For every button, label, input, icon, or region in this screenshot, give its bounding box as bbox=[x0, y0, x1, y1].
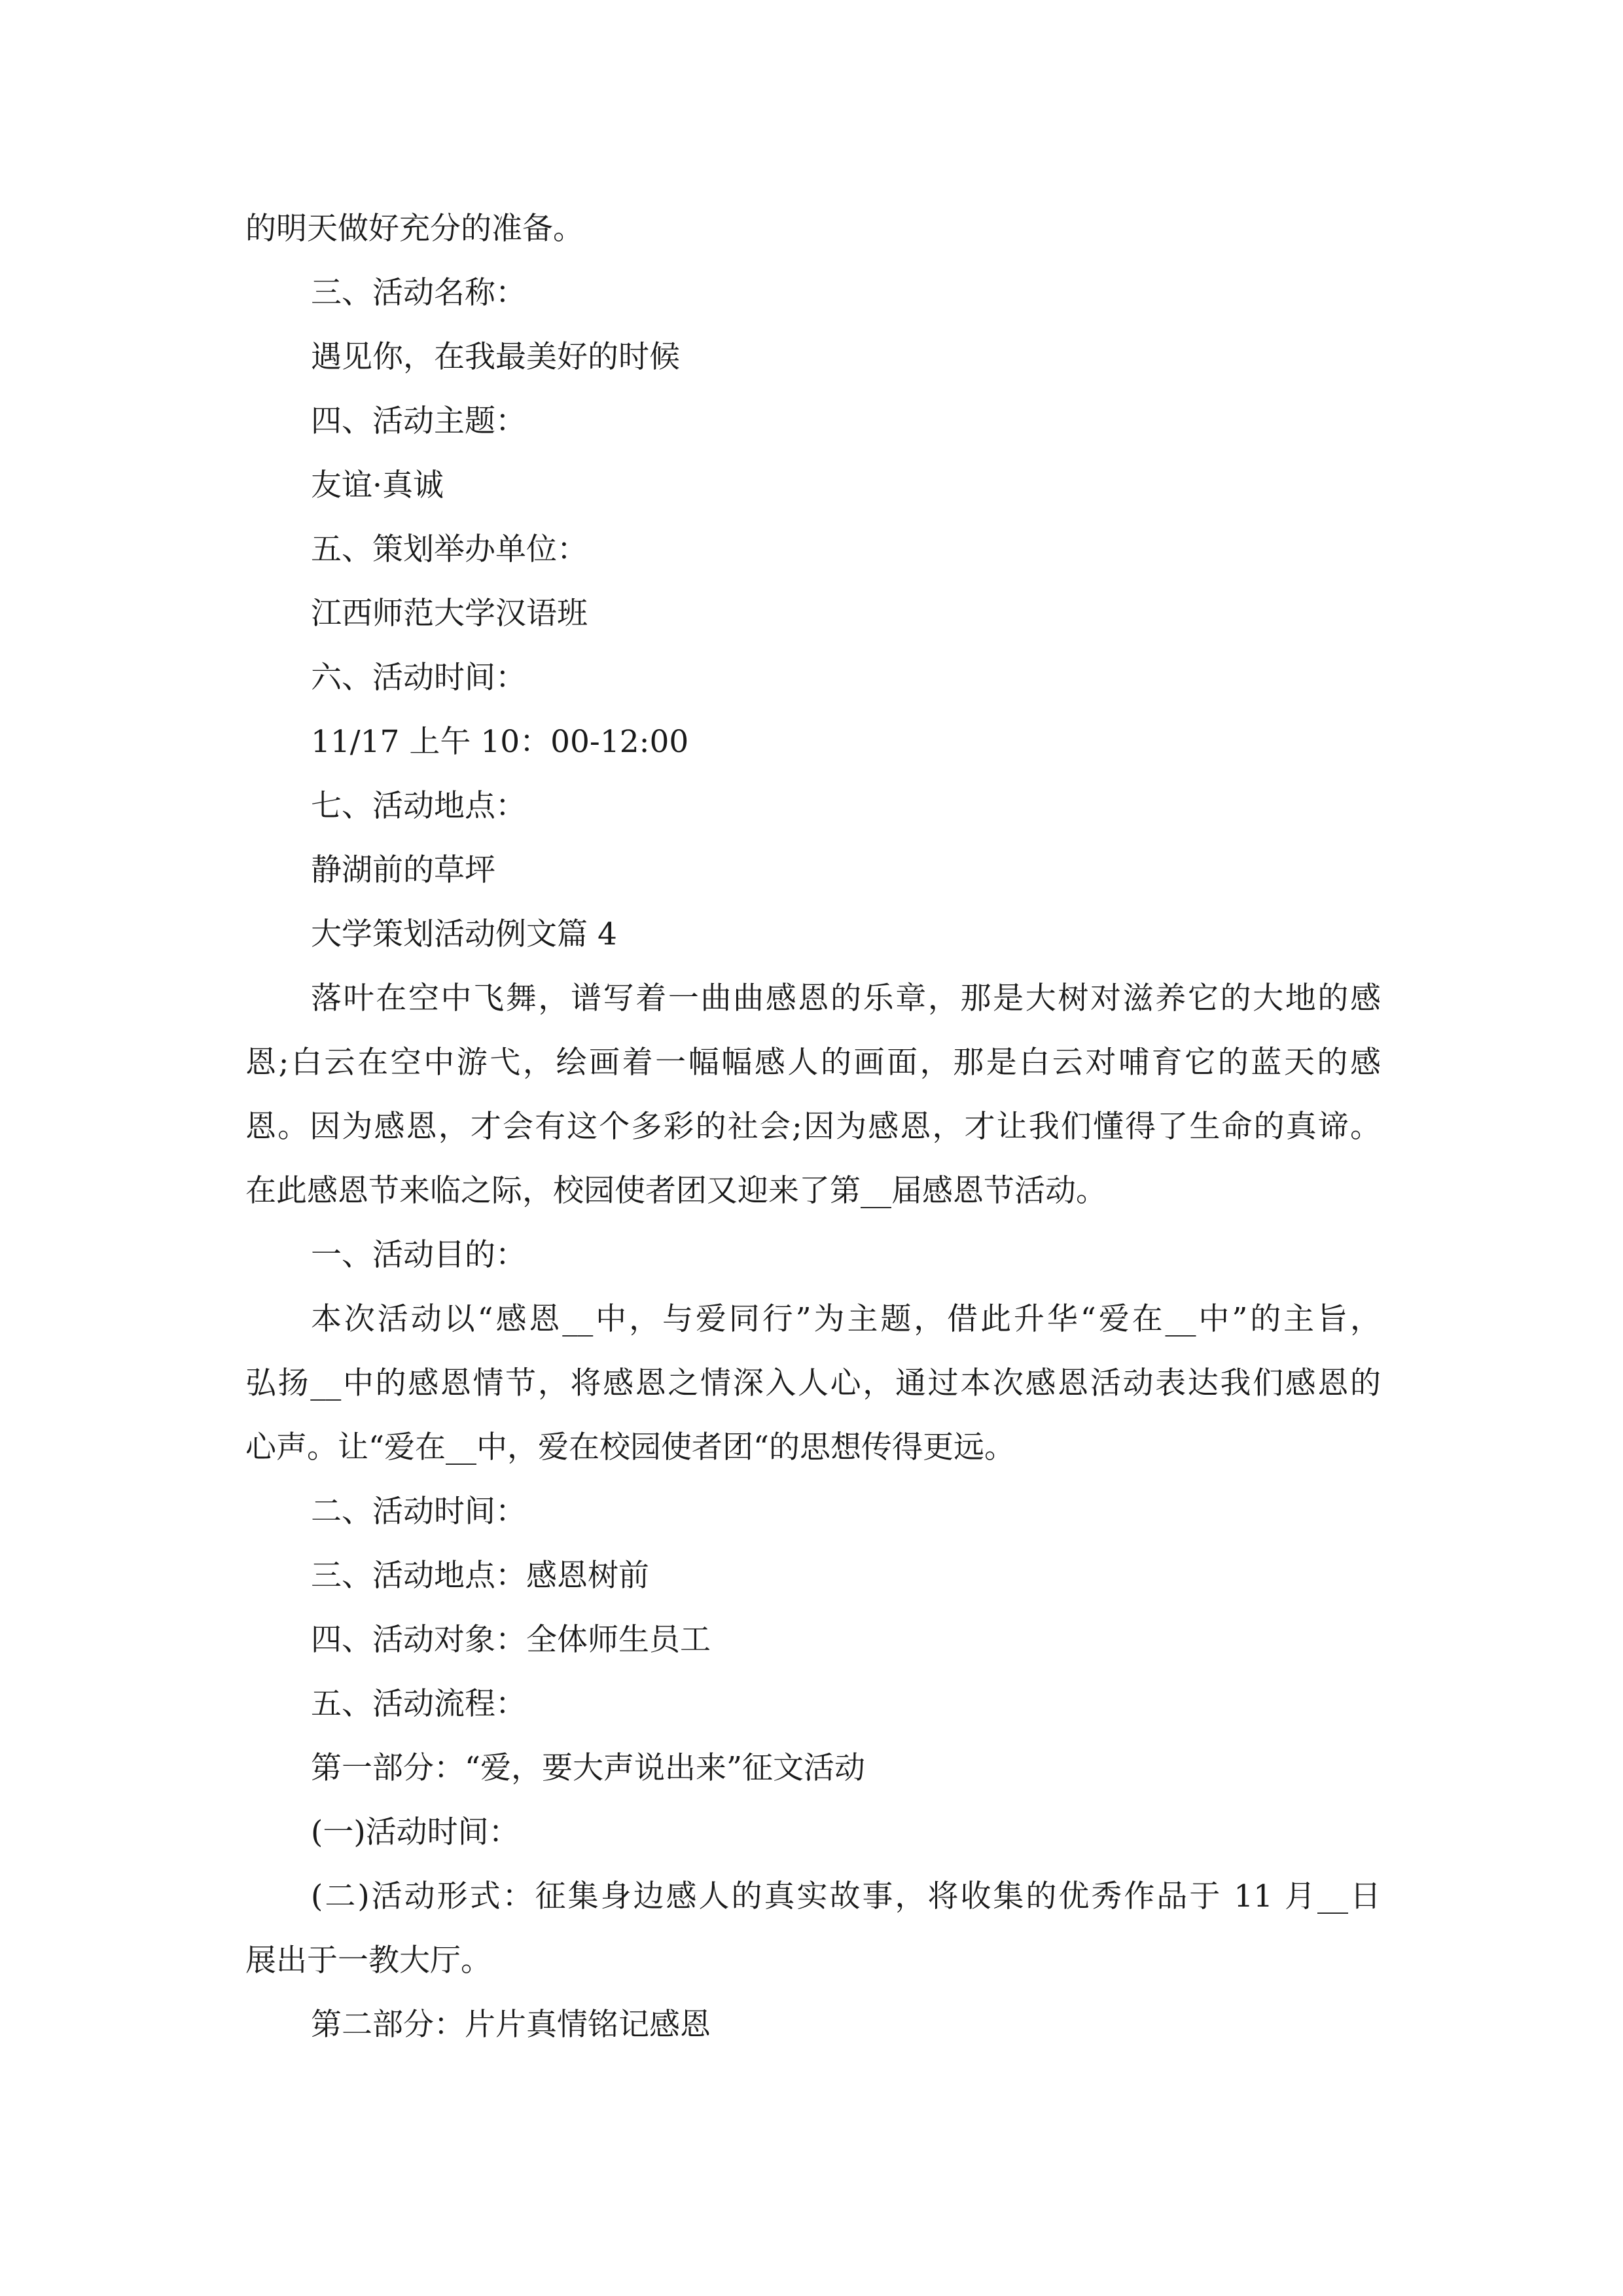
text-line: (一)活动时间： bbox=[311, 1814, 520, 1850]
paragraph-line: 心声。让“爱在__中，爱在校园使者团“的思想传得更远。 bbox=[245, 1429, 1016, 1465]
paragraph-line: 恩;白云在空中游弋，绘画着一幅幅感人的画面，那是白云对哺育它的蓝天的感 bbox=[245, 1045, 1381, 1081]
document-body bbox=[245, 197, 1381, 2057]
paragraph-line: (二)活动形式：征集身边感人的真实故事，将收集的优秀作品于 11 月__日 bbox=[311, 1878, 1381, 1914]
section-heading: 六、活动时间： bbox=[311, 660, 526, 696]
subsection-heading: 第二部分：片片真情铭记感恩 bbox=[311, 2007, 711, 2043]
paragraph-line: 恩。因为感恩，才会有这个多彩的社会;因为感恩，才让我们懂得了生命的真谛。 bbox=[245, 1109, 1381, 1145]
section-heading: 三、活动地点：感恩树前 bbox=[311, 1558, 649, 1594]
section-heading: 七、活动地点： bbox=[311, 788, 526, 824]
paragraph-line: 在此感恩节来临之际，校园使者团又迎来了第__届感恩节活动。 bbox=[245, 1173, 1107, 1209]
section-heading: 五、策划举办单位： bbox=[311, 531, 588, 567]
text-line: 11/17 上午 10：00-12:00 bbox=[311, 724, 689, 760]
paragraph-line: 弘扬__中的感恩情节，将感恩之情深入人心，通过本次感恩活动表达我们感恩的 bbox=[245, 1365, 1381, 1401]
text-line: 遇见你，在我最美好的时候 bbox=[311, 339, 680, 375]
section-heading: 五、活动流程： bbox=[311, 1686, 526, 1722]
paragraph-line: 落叶在空中飞舞，谱写着一曲曲感恩的乐章，那是大树对滋养它的大地的感 bbox=[311, 980, 1381, 1016]
text-line: 静湖前的草坪 bbox=[311, 852, 495, 888]
subsection-heading: 第一部分：“爱，要大声说出来”征文活动 bbox=[311, 1750, 866, 1786]
text-line: 友谊·真诚 bbox=[311, 467, 444, 503]
section-heading: 四、活动主题： bbox=[311, 403, 526, 439]
article-title: 大学策划活动例文篇 4 bbox=[311, 916, 617, 952]
section-heading: 三、活动名称： bbox=[311, 275, 526, 311]
paragraph-line: 展出于一教大厅。 bbox=[245, 1943, 491, 1979]
section-heading: 二、活动时间： bbox=[311, 1494, 526, 1530]
section-heading: 四、活动对象：全体师生员工 bbox=[311, 1622, 711, 1658]
paragraph-line: 本次活动以“感恩__中，与爱同行”为主题，借此升华“爱在__中”的主旨， bbox=[311, 1301, 1381, 1337]
text-line: 江西师范大学汉语班 bbox=[311, 596, 588, 632]
section-heading: 一、活动目的： bbox=[311, 1237, 526, 1273]
text-line: 的明天做好充分的准备。 bbox=[245, 211, 584, 247]
